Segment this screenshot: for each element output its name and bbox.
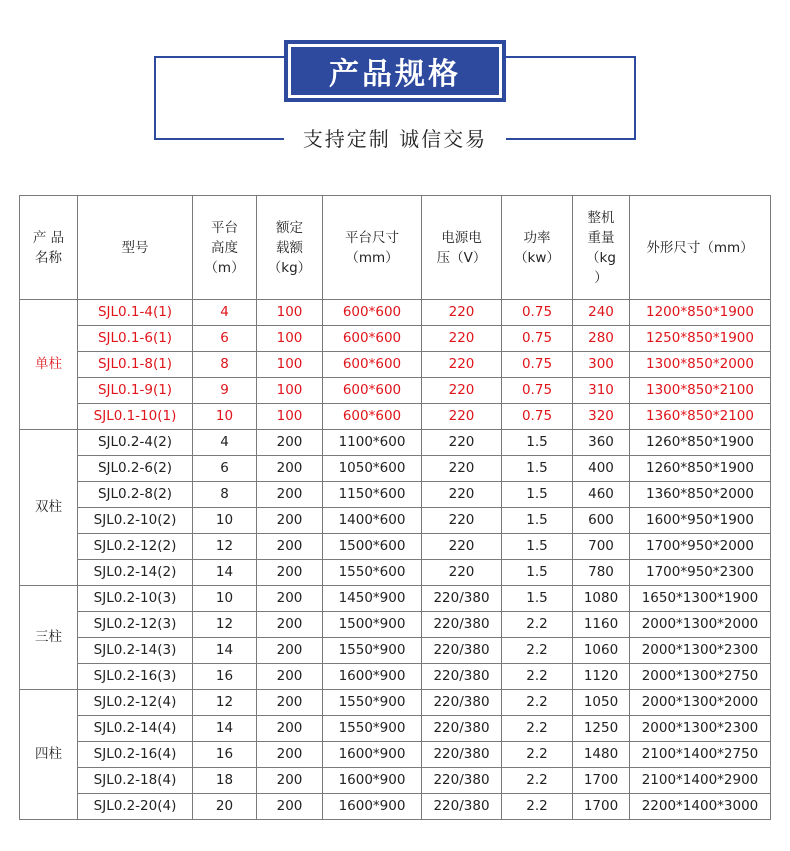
table-cell: 10 [193,508,257,534]
table-cell: 600*600 [323,300,422,326]
table-cell: 600*600 [323,326,422,352]
table-cell: 200 [257,482,323,508]
table-cell: 1600*900 [323,742,422,768]
table-cell: SJL0.2-12(2) [78,534,193,560]
table-body [20,300,771,820]
table-cell: 1.5 [502,560,573,586]
table-cell: 1650*1300*1900 [630,586,771,612]
table-cell: 2000*1300*2000 [630,612,771,638]
table-cell: 8 [193,352,257,378]
table-cell: 1600*950*1900 [630,508,771,534]
table-row [20,326,771,352]
table-cell: 200 [257,742,323,768]
table-row [20,430,771,456]
table-cell: 280 [573,326,630,352]
table-cell: 2000*1300*2750 [630,664,771,690]
table-cell: 460 [573,482,630,508]
table-cell: 10 [193,404,257,430]
table-cell: 220/380 [422,794,502,820]
table-cell: 200 [257,664,323,690]
table-row [20,300,771,326]
table-cell: SJL0.2-12(4) [78,690,193,716]
spec-table [19,195,771,820]
table-cell: 1250*850*1900 [630,326,771,352]
page-title: 产品规格 [284,40,506,102]
table-cell: 220/380 [422,638,502,664]
table-cell: SJL0.2-14(3) [78,638,193,664]
table-cell: 1050*600 [323,456,422,482]
table-cell: 1500*600 [323,534,422,560]
table-cell: 1550*900 [323,638,422,664]
table-cell: 1700*950*2300 [630,560,771,586]
table-cell: 18 [193,768,257,794]
table-cell: 220 [422,352,502,378]
table-row [20,794,771,820]
table-cell: 12 [193,534,257,560]
table-cell: 2.2 [502,638,573,664]
column-header: 电源电 压（V） [422,196,502,300]
table-cell: SJL0.2-4(2) [78,430,193,456]
table-cell: 2100*1400*2900 [630,768,771,794]
table-row [20,482,771,508]
table-cell: 2000*1300*2000 [630,690,771,716]
table-cell: 2.2 [502,768,573,794]
table-cell: 220 [422,300,502,326]
table-cell: 1050 [573,690,630,716]
table-cell: 360 [573,430,630,456]
table-cell: 1700 [573,794,630,820]
table-cell: 2200*1400*3000 [630,794,771,820]
table-row [20,404,771,430]
table-cell: SJL0.2-10(3) [78,586,193,612]
table-cell: SJL0.2-16(4) [78,742,193,768]
table-cell: 16 [193,664,257,690]
table-cell: 200 [257,560,323,586]
table-cell: 2.2 [502,690,573,716]
table-cell: 2.2 [502,664,573,690]
table-cell: SJL0.1-9(1) [78,378,193,404]
group-name-cell: 双柱 [20,430,78,586]
table-cell: 0.75 [502,300,573,326]
table-cell: 200 [257,534,323,560]
table-cell: 200 [257,690,323,716]
table-cell: 1700*950*2000 [630,534,771,560]
table-cell: SJL0.1-10(1) [78,404,193,430]
column-header: 整机 重量 （kg ） [573,196,630,300]
table-cell: 0.75 [502,404,573,430]
table-cell: 1120 [573,664,630,690]
table-cell: 8 [193,482,257,508]
table-cell: SJL0.2-10(2) [78,508,193,534]
table-cell: 220 [422,404,502,430]
table-cell: 220/380 [422,612,502,638]
table-row [20,456,771,482]
table-cell: 12 [193,612,257,638]
table-cell: SJL0.2-20(4) [78,794,193,820]
table-cell: 6 [193,326,257,352]
table-cell: 220 [422,456,502,482]
table-header-row [20,196,771,300]
table-cell: 220 [422,430,502,456]
table-cell: 12 [193,690,257,716]
header-frame-left [154,56,284,140]
table-cell: 1.5 [502,430,573,456]
table-cell: 1550*600 [323,560,422,586]
table-cell: 200 [257,794,323,820]
table-cell: 10 [193,586,257,612]
table-cell: 1060 [573,638,630,664]
table-row [20,352,771,378]
table-row [20,664,771,690]
table-cell: 220/380 [422,716,502,742]
table-row [20,508,771,534]
table-cell: 200 [257,638,323,664]
table-cell: SJL0.1-6(1) [78,326,193,352]
table-cell: 100 [257,300,323,326]
table-cell: 1.5 [502,586,573,612]
table-cell: SJL0.2-18(4) [78,768,193,794]
table-cell: 1250 [573,716,630,742]
table-cell: 200 [257,586,323,612]
table-row [20,690,771,716]
table-row [20,560,771,586]
table-cell: 700 [573,534,630,560]
table-cell: 4 [193,430,257,456]
table-cell: 320 [573,404,630,430]
table-cell: 200 [257,612,323,638]
column-header: 型号 [78,196,193,300]
table-cell: 1500*900 [323,612,422,638]
table-cell: 14 [193,560,257,586]
table-cell: 100 [257,378,323,404]
group-name-cell: 三柱 [20,586,78,690]
table-cell: 220/380 [422,664,502,690]
table-cell: SJL0.1-4(1) [78,300,193,326]
table-cell: 2.2 [502,742,573,768]
table-cell: 240 [573,300,630,326]
table-cell: SJL0.1-8(1) [78,352,193,378]
table-row [20,742,771,768]
table-cell: 200 [257,768,323,794]
table-cell: 0.75 [502,326,573,352]
table-cell: 220 [422,326,502,352]
table-cell: 200 [257,430,323,456]
table-cell: 1100*600 [323,430,422,456]
table-row [20,534,771,560]
table-cell: 200 [257,508,323,534]
table-cell: 1.5 [502,482,573,508]
table-cell: 1600*900 [323,794,422,820]
table-cell: 1.5 [502,508,573,534]
column-header: 额定 载额 （kg） [257,196,323,300]
table-row [20,768,771,794]
table-cell: 1600*900 [323,768,422,794]
table-cell: 1600*900 [323,664,422,690]
table-cell: 2000*1300*2300 [630,638,771,664]
table-cell: SJL0.2-12(3) [78,612,193,638]
table-cell: 1550*900 [323,716,422,742]
table-cell: 1300*850*2100 [630,378,771,404]
table-cell: 1150*600 [323,482,422,508]
column-header: 平台尺寸 （mm） [323,196,422,300]
table-cell: 6 [193,456,257,482]
table-cell: 220/380 [422,768,502,794]
column-header: 平台 高度 （m） [193,196,257,300]
table-cell: 1160 [573,612,630,638]
table-cell: 220/380 [422,690,502,716]
table-cell: 100 [257,352,323,378]
table-cell: 600*600 [323,404,422,430]
table-cell: SJL0.2-14(4) [78,716,193,742]
table-cell: 220/380 [422,586,502,612]
table-cell: 220 [422,508,502,534]
table-cell: 1360*850*2100 [630,404,771,430]
table-cell: 2.2 [502,716,573,742]
table-cell: 20 [193,794,257,820]
table-cell: 300 [573,352,630,378]
table-cell: 200 [257,716,323,742]
table-cell: 14 [193,638,257,664]
table-cell: SJL0.2-6(2) [78,456,193,482]
table-cell: 600*600 [323,378,422,404]
table-cell: 4 [193,300,257,326]
table-row [20,378,771,404]
table-cell: 2100*1400*2750 [630,742,771,768]
table-cell: 310 [573,378,630,404]
table-cell: 220/380 [422,742,502,768]
header-frame-right [506,56,636,140]
column-header: 外形尺寸（mm） [630,196,771,300]
table-cell: 1480 [573,742,630,768]
table-cell: 1200*850*1900 [630,300,771,326]
table-cell: 1300*850*2000 [630,352,771,378]
table-cell: 220 [422,560,502,586]
table-cell: 2.2 [502,794,573,820]
table-cell: 200 [257,456,323,482]
table-cell: 100 [257,326,323,352]
table-cell: 1260*850*1900 [630,430,771,456]
table-cell: 220 [422,378,502,404]
column-header: 功率 （kw） [502,196,573,300]
table-cell: 220 [422,534,502,560]
table-cell: 14 [193,716,257,742]
table-cell: 220 [422,482,502,508]
table-cell: 1360*850*2000 [630,482,771,508]
table-cell: 780 [573,560,630,586]
table-cell: 100 [257,404,323,430]
page-subtitle: 支持定制 诚信交易 [284,124,506,154]
table-row [20,716,771,742]
table-cell: 2.2 [502,612,573,638]
table-cell: 1.5 [502,534,573,560]
table-cell: 1700 [573,768,630,794]
table-cell: 2000*1300*2300 [630,716,771,742]
table-row [20,612,771,638]
table-row [20,638,771,664]
table-cell: 400 [573,456,630,482]
table-cell: SJL0.2-14(2) [78,560,193,586]
table-cell: 600 [573,508,630,534]
table-cell: SJL0.2-8(2) [78,482,193,508]
table-cell: 600*600 [323,352,422,378]
group-name-cell: 单柱 [20,300,78,430]
table-cell: 16 [193,742,257,768]
table-cell: 1080 [573,586,630,612]
table-cell: 1550*900 [323,690,422,716]
table-cell: 1400*600 [323,508,422,534]
table-cell: 1.5 [502,456,573,482]
table-cell: 1450*900 [323,586,422,612]
table-cell: 0.75 [502,378,573,404]
table-cell: SJL0.2-16(3) [78,664,193,690]
column-header: 产 品 名称 [20,196,78,300]
table-row [20,586,771,612]
group-name-cell: 四柱 [20,690,78,820]
table-cell: 0.75 [502,352,573,378]
table-cell: 1260*850*1900 [630,456,771,482]
table-cell: 9 [193,378,257,404]
